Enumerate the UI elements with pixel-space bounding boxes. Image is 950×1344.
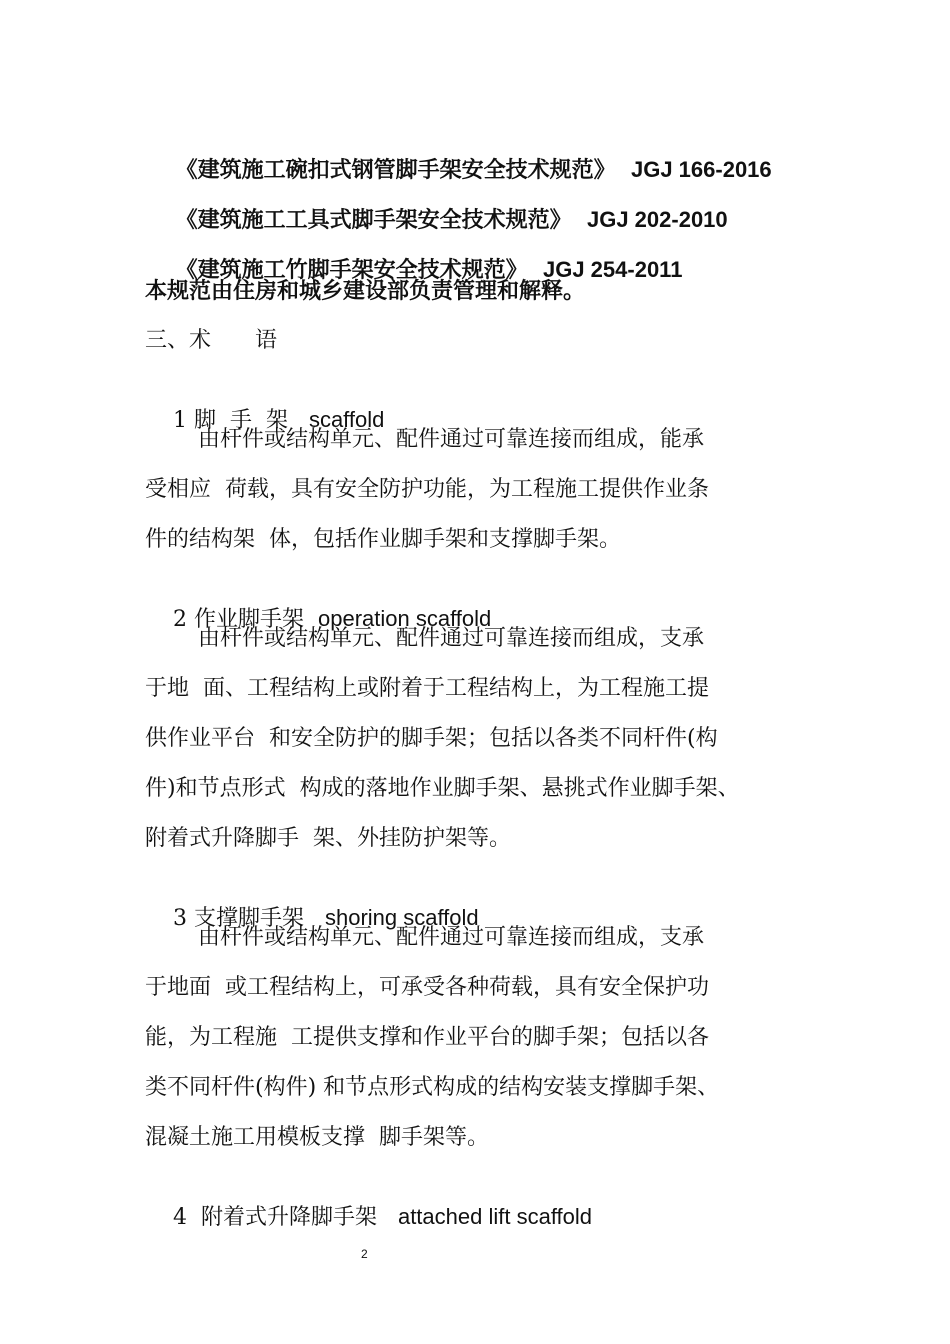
- term-3-line: 类不同杆件(构件) 和节点形式构成的结构安装支撑脚手架、: [145, 1075, 720, 1100]
- term-1-line: 受相应 荷载，具有安全防护功能，为工程施工提供作业条: [145, 477, 709, 502]
- term-name-en: attached lift scaffold: [397, 1204, 592, 1229]
- management-note: 本规范由住房和城乡建设部负责管理和解释。: [145, 279, 586, 304]
- term-3-line: 由杆件或结构单元、配件通过可靠连接而组成，支承: [198, 925, 705, 950]
- reference-title: 《建筑施工工具式脚手架安全技术规范》: [175, 208, 572, 233]
- reference-title: 《建筑施工竹脚手架安全技术规范》: [175, 258, 528, 283]
- term-name-cn: 4 附着式升降脚手架: [172, 1205, 377, 1230]
- term-2-line: 附着式升降脚手 架、外挂防护架等。: [145, 826, 511, 851]
- page-number: 2: [361, 1247, 368, 1261]
- term-name-en: shoring scaffold: [324, 905, 479, 930]
- term-4-heading: [145, 1172, 592, 1263]
- reference-code: JGJ 166-2016: [630, 157, 772, 182]
- reference-code: JGJ 254-2011: [542, 257, 683, 282]
- section-heading: 三、术 语: [145, 328, 278, 353]
- reference-code: JGJ 202-2010: [586, 207, 728, 232]
- term-3-line: 于地面 或工程结构上，可承受各种荷载，具有安全保护功: [145, 975, 709, 1000]
- term-3-line: 混凝土施工用模板支撑 脚手架等。: [145, 1125, 489, 1150]
- term-2-line: 供作业平台 和安全防护的脚手架；包括以各类不同杆件(构: [145, 726, 718, 751]
- term-1-line: 由杆件或结构单元、配件通过可靠连接而组成，能承: [198, 427, 705, 452]
- term-name-cn: 2 作业脚手架: [172, 607, 304, 632]
- term-name-en: scaffold: [308, 407, 385, 432]
- term-2-line: 于地 面、工程结构上或附着于工程结构上，为工程施工提: [145, 676, 709, 701]
- term-2-line: 件)和节点形式 构成的落地作业脚手架、悬挑式作业脚手架、: [145, 776, 740, 801]
- term-name-cn: 1 脚 手 架: [172, 408, 288, 433]
- reference-title: 《建筑施工碗扣式钢管脚手架安全技术规范》: [175, 158, 616, 183]
- term-1-line: 件的结构架 体，包括作业脚手架和支撑脚手架。: [145, 527, 621, 552]
- term-3-line: 能，为工程施 工提供支撑和作业平台的脚手架；包括以各: [145, 1025, 709, 1050]
- term-name-cn: 3 支撑脚手架: [172, 906, 304, 931]
- term-name-en: operation scaffold: [317, 606, 492, 631]
- term-2-line: 由杆件或结构单元、配件通过可靠连接而组成，支承: [198, 626, 705, 651]
